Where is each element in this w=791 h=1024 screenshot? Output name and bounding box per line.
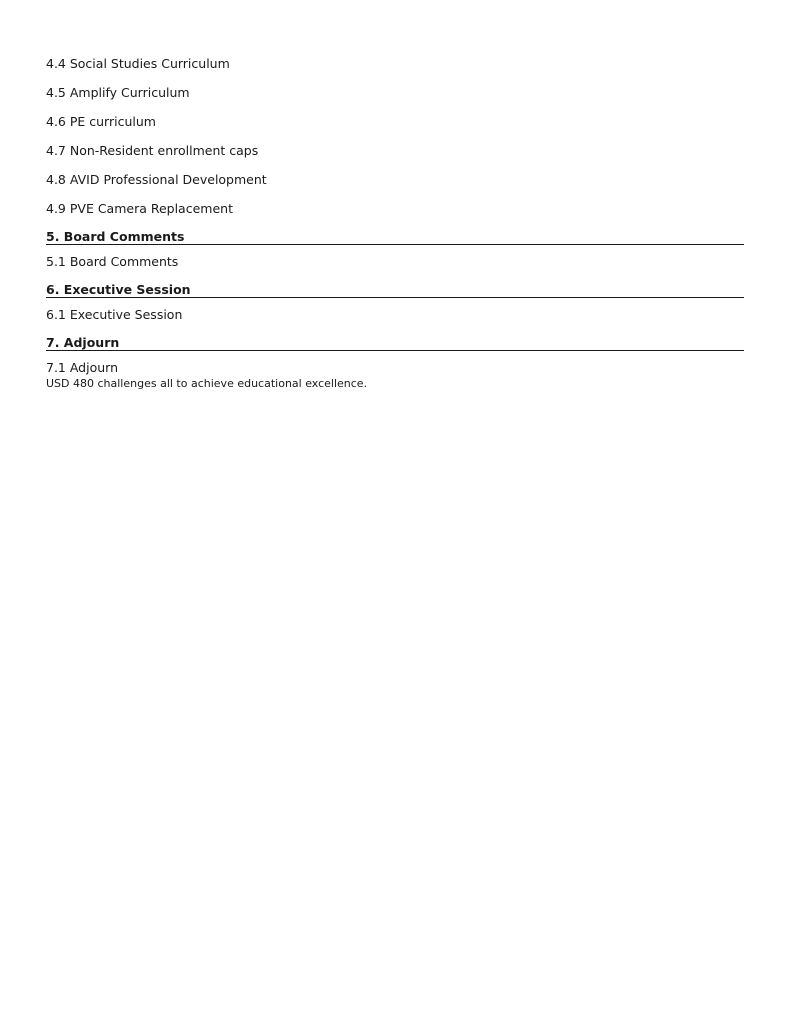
agenda-item-4-7: 4.7 Non-Resident enrollment caps (46, 143, 259, 158)
section-heading-board-comments: 5. Board Comments (46, 229, 744, 245)
agenda-item-4-5: 4.5 Amplify Curriculum (46, 85, 190, 100)
section-heading-adjourn: 7. Adjourn (46, 335, 744, 351)
agenda-item-6-1: 6.1 Executive Session (46, 307, 183, 322)
agenda-item-4-9: 4.9 PVE Camera Replacement (46, 201, 233, 216)
agenda-page (46, 55, 744, 391)
footer-motto: USD 480 challenges all to achieve educational excellence. (46, 377, 368, 390)
agenda-item-4-6: 4.6 PE curriculum (46, 114, 156, 129)
agenda-item-7-1: 7.1 Adjourn (46, 360, 119, 375)
agenda-item-5-1: 5.1 Board Comments (46, 254, 179, 269)
section-heading-executive-session: 6. Executive Session (46, 282, 744, 298)
agenda-item-4-4: 4.4 Social Studies Curriculum (46, 56, 230, 71)
agenda-item-4-8: 4.8 AVID Professional Development (46, 172, 267, 187)
